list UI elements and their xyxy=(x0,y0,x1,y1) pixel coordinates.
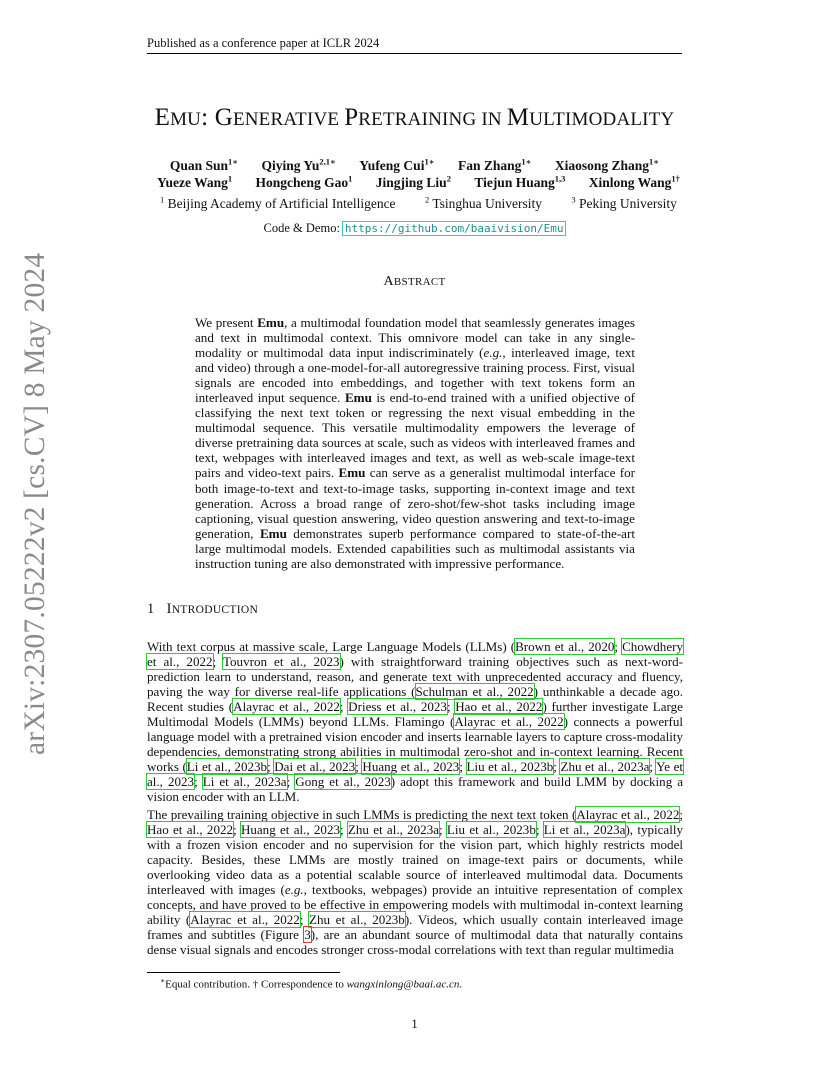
author-name: Fan Zhang$^{1∗}$ xyxy=(457,156,532,173)
citation-link[interactable]: Alayrac et al., 2022 xyxy=(233,699,340,715)
header-rule xyxy=(147,53,682,54)
running-header: Published as a conference paper at ICLR 2024 xyxy=(147,36,380,50)
citation-link[interactable]: Driess et al., 2023 xyxy=(348,699,447,715)
citation-link[interactable]: Alayrac et al., 2022 xyxy=(576,807,680,822)
affiliation: $^1$ Beijing Academy of Artificial Intelligence xyxy=(160,194,396,211)
intro-paragraph-1: With text corpus at massive scale, Large Language Models (LLMs) (Brown et al., 2020; Chowdhery et al., 2022; Touvron et al., 2023) with straightforward training objectives such as next-word-prediction learn to understand, reason, and generate text with unprecedented accuracy and fluency, paving the way for diverse real-life applications (Schulman et al., 2022) unthinkable a decade ago. Recent studies (Alayrac et al., 2022; Driess et al., 2023; Hao et al., 2022) further investigate Large Multimodal Models (LMMs) beyond LLMs. Flamingo (Alayrac et al., 2022) connects a powerful language model with a pretrained vision encoder and inserts learnable layers to capture cross-modality dependencies, demonstrating strong abilities in multimodal zero-shot and in-context learning. Recent works (Li et al., 2023b; Dai et al., 2023; Huang et al., 2023; Liu et al., 2023b; Zhu et al., 2023a; Ye et al., 2023; Li et al., 2023a; Gong et al., 2023) adopt this framework and build LMM by docking a vision encoder with an LLM. xyxy=(147,639,684,805)
citation-link[interactable]: Hao et al., 2022 xyxy=(455,699,543,715)
figure-reference-link[interactable]: 3 xyxy=(304,927,311,943)
affiliation: $^3$ Peking University xyxy=(571,194,677,211)
citation-link[interactable]: Zhu et al., 2023a xyxy=(560,759,650,775)
citation-link[interactable]: Li et al., 2023a xyxy=(543,822,626,838)
affiliations xyxy=(147,194,682,212)
author-name: Yueze Wang$^1$ xyxy=(157,173,233,190)
authors-row-2 xyxy=(147,173,682,191)
code-repo-link[interactable]: https://github.com/baaivision/Emu xyxy=(344,222,564,235)
arxiv-side-stamp: arXiv:2307.05222v2 [cs.CV] 8 May 2024 xyxy=(19,252,51,755)
citation-link[interactable]: Chowdhery et al., 2022 xyxy=(147,639,683,670)
citation-link[interactable]: Gong et al., 2023 xyxy=(295,774,391,790)
affiliation: $^2$ Tsinghua University xyxy=(424,194,542,211)
citation-link[interactable]: Ye et al., 2023 xyxy=(147,759,683,790)
citation-link[interactable]: Liu et al., 2023b xyxy=(466,759,554,775)
citation-link[interactable]: Brown et al., 2020 xyxy=(515,639,615,654)
footnote: ∗Equal contribution. † Correspondence to wangxinlong@baai.ac.cn. xyxy=(160,976,463,991)
citation-link[interactable]: Li et al., 2023b xyxy=(186,759,268,775)
citation-link[interactable]: Zhu et al., 2023b xyxy=(309,912,405,928)
citation-link[interactable]: Touvron et al., 2023 xyxy=(222,654,340,670)
citation-link[interactable]: Huang et al., 2023 xyxy=(362,759,460,775)
author-name: Yufeng Cui$^{1∗}$ xyxy=(359,156,435,173)
author-name: Qiying $Yu^{2,1∗}$ xyxy=(261,156,336,173)
code-demo-label: Code & Demo: xyxy=(263,221,340,235)
citation-link[interactable]: Alayrac et al., 2022 xyxy=(454,714,564,730)
abstract-text: We present Emu, a multimodal foundation model that seamlessly generates images and text in multimodal context. This omnivore model can take in any single-modality or multimodal data input indiscriminately (e.g., interleaved image, text and video) through a one-model-for-all autoregressive training process. First, visual signals are encoded into embeddings, and together with text tokens form an interleaved input sequence. Emu is end-to-end trained with a unified objective of classifying the next text token or regressing the next visual embedding in the multimodal sequence. This versatile multimodality empowers the leverage of diverse pretraining data sources at scale, such as videos with interleaved frames and text, webpages with interleaved images and text, as well as web-scale image-text pairs and video-text pairs. Emu can serve as a generalist multimodal interface for both image-to-text and text-to-image tasks, supporting in-context image and text generation. Across a broad range of zero-shot/few-shot tasks including image captioning, visual question answering, video question answering and text-to-image generation, Emu demonstrates superb performance compared to state-of-the-art large multimodal models. Extended capabilities such as multimodal assistants via instruction tuning are also demonstrated with impressive performance. xyxy=(195,315,636,571)
abstract-heading: ABSTRACT xyxy=(383,274,446,289)
section-heading-introduction: 1 INTRODUCTION xyxy=(147,601,259,617)
citation-link[interactable]: Zhu et al., 2023a xyxy=(347,822,440,838)
citation-link[interactable]: Li et al., 2023a xyxy=(202,774,287,790)
footnote-rule xyxy=(147,972,340,973)
author-name: Quan Sun$^{1∗}$ xyxy=(169,156,239,173)
citation-link[interactable]: Huang et al., 2023 xyxy=(240,822,341,838)
citation-link[interactable]: Dai et al., 2023 xyxy=(274,759,356,775)
author-name: Hongcheng Gao$^1$ xyxy=(255,173,353,190)
author-name: Jingjing Liu$^2$ xyxy=(375,173,451,190)
author-name: Xiaosong Zhang$^{1∗}$ xyxy=(554,156,660,173)
correspondence-email: wangxinlong@baai.ac.cn xyxy=(346,978,460,991)
citation-link[interactable]: Hao et al., 2022 xyxy=(147,822,234,838)
paper-title: EMU: GENERATIVE PRETRAINING IN MULTIMODALITY xyxy=(154,104,675,131)
citation-link[interactable]: Schulman et al., 2022 xyxy=(415,684,534,700)
citation-link[interactable]: Liu et al., 2023b xyxy=(446,822,536,838)
intro-paragraph-2: The prevailing training objective in such LMMs is predicting the next text token (Alayrac et al., 2022; Hao et al., 2022; Huang et al., 2023; Zhu et al., 2023a; Liu et al., 2023b; Li et al., 2023a), typically with a frozen vision encoder and no supervision for the vision part, which highly restricts model capacity. Besides, these LMMs are mostly trained on image-text pairs or documents, while overlooking video data as a potential scalable source of interleaved multimodal data. Documents interleaved with images (e.g., textbooks, webpages) provide an intuitive representation of complex concepts, and have proved to be effective in empowering models with multimodal in-context learning ability (Alayrac et al., 2022; Zhu et al., 2023b). Videos, which usually contain interleaved image frames and subtitles (Figure 3), are an abundant source of multimodal data that naturally contains dense visual signals and encodes stronger cross-modal correlations with text than regular multimedia xyxy=(147,807,684,958)
authors-row-1 xyxy=(147,156,682,174)
code-demo-line xyxy=(147,221,682,236)
author-name: Tiejun Huang$^{1,3}$ xyxy=(474,173,566,190)
citation-link[interactable]: Alayrac et al., 2022 xyxy=(190,912,300,928)
page-number: 1 xyxy=(411,1016,418,1031)
author-name: Xinlong Wang$^{1\dagger}$ xyxy=(588,173,680,190)
